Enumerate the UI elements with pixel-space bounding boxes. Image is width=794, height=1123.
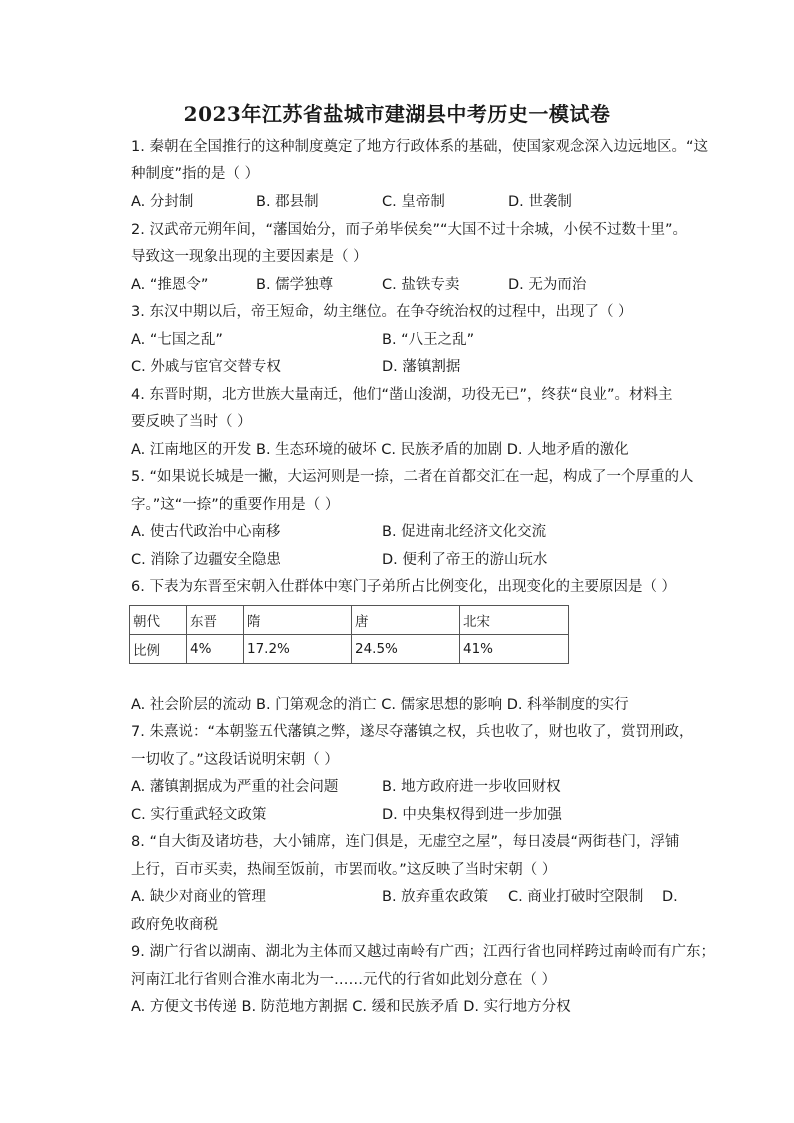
q8-stem-line1: 8. “自大街及诸坊巷，大小铺席，连门俱是，无虚空之屋”，每日凌晨“两街巷门，浮铺 [131, 834, 680, 850]
q9-options-line[interactable]: A. 方便文书传递 B. 防范地方割据 C. 缓和民族矛盾 D. 实行地方分权 [131, 999, 571, 1015]
q6-options-line[interactable]: A. 社会阶层的流动 B. 门第观念的消亡 C. 儒家思想的影响 D. 科举制度的实行 [131, 697, 629, 713]
q8-option-b[interactable]: B. 放弃重农政策 [382, 889, 489, 905]
table-header-cell: 东晋 [187, 606, 244, 635]
q1-option-a[interactable]: A. 分封制 [131, 194, 194, 210]
q2-option-b[interactable]: B. 儒学独尊 [256, 277, 334, 293]
q6-stem-line1: 6. 下表为东晋至宋朝入仕群体中寒门子弟所占比例变化，出现变化的主要原因是（ ） [131, 579, 677, 595]
table-row [130, 635, 569, 664]
q5-stem-line2: 字。”这“一捺”的重要作用是（ ） [131, 497, 340, 513]
q7-option-d[interactable]: D. 中央集权得到进一步加强 [382, 807, 562, 823]
q4-stem-line1: 4. 东晋时期，北方世族大量南迁，他们“凿山浚湖，功役无已”，终获“良业”。材料主 [131, 387, 673, 403]
q2-option-a[interactable]: A. “推恩令” [131, 277, 209, 293]
q7-stem-line1: 7. 朱熹说：“本朝鉴五代藩镇之弊，遂尽夺藩镇之权，兵也收了，财也收了，赏罚刑政， [131, 724, 694, 740]
q9-stem-line2: 河南江北行省则合淮水南北为一……元代的行省如此划分意在（ ） [131, 972, 557, 988]
q3-option-d[interactable]: D. 藩镇割据 [382, 359, 461, 375]
q2-option-d[interactable]: D. 无为而治 [508, 277, 587, 293]
table-cell: 17.2% [244, 635, 352, 664]
table-header-cell: 唐 [352, 606, 460, 635]
table-header-cell: 隋 [244, 606, 352, 635]
q4-stem-line2: 要反映了当时（ ） [131, 414, 252, 430]
page-title: 2023年江苏省盐城市建湖县中考历史一模试卷 [183, 102, 611, 126]
q4-options-line[interactable]: A. 江南地区的开发 B. 生态环境的破坏 C. 民族矛盾的加剧 D. 人地矛盾的激化 [131, 442, 629, 458]
table-header-cell: 朝代 [130, 606, 187, 635]
q7-option-a[interactable]: A. 藩镇割据成为严重的社会问题 [131, 779, 339, 795]
q3-option-b[interactable]: B. “八王之乱” [382, 332, 475, 348]
q3-stem-line1: 3. 东汉中期以后，帝王短命，幼主继位。在争夺统治权的过程中，出现了（ ） [131, 304, 633, 320]
q9-stem-line1: 9. 湖广行省以湖南、湖北为主体而又越过南岭有广西；江西行省也同样跨过南岭而有广东； [131, 944, 715, 960]
table-row [130, 606, 569, 635]
ratio-table [129, 605, 569, 664]
q2-stem-line1: 2. 汉武帝元朔年间，“藩国始分，而子弟毕侯矣”“大国不过十余城，小侯不过数十里”。 [131, 222, 687, 238]
q5-option-c[interactable]: C. 消除了边疆安全隐患 [131, 552, 281, 568]
q2-stem-line2: 导致这一现象出现的主要因素是（ ） [131, 249, 368, 265]
q1-stem-line2: 种制度”指的是（ ） [131, 166, 260, 182]
q1-stem-line1: 1. 秦朝在全国推行的这种制度奠定了地方行政体系的基础，使国家观念深入边远地区。“这 [131, 139, 708, 155]
table-cell: 41% [460, 635, 569, 664]
q1-option-d[interactable]: D. 世袭制 [508, 194, 572, 210]
q8-stem-line2: 上行，百市买卖，热闹至饭前，市罢而收。”这反映了当时宋朝（ ） [131, 862, 557, 878]
q7-option-c[interactable]: C. 实行重武轻文政策 [131, 807, 267, 823]
q5-option-b[interactable]: B. 促进南北经济文化交流 [382, 524, 547, 540]
q1-option-c[interactable]: C. 皇帝制 [382, 194, 445, 210]
q3-option-c[interactable]: C. 外戚与宦官交替专权 [131, 359, 281, 375]
q5-stem-line1: 5. “如果说长城是一撇，大运河则是一捺，二者在首都交汇在一起，构成了一个厚重的人 [131, 469, 694, 485]
table-cell: 24.5% [352, 635, 460, 664]
q7-stem-line2: 一切收了。”这段话说明宋朝（ ） [131, 752, 339, 768]
q2-option-c[interactable]: C. 盐铁专卖 [382, 277, 460, 293]
q1-option-b[interactable]: B. 郡县制 [256, 194, 319, 210]
table-header-cell: 北宋 [460, 606, 569, 635]
table-cell: 4% [187, 635, 244, 664]
q8-option-d-text[interactable]: 政府免收商税 [131, 917, 218, 933]
q5-option-a[interactable]: A. 使古代政治中心南移 [131, 524, 281, 540]
q8-option-a[interactable]: A. 缺少对商业的管理 [131, 889, 266, 905]
q5-option-d[interactable]: D. 便利了帝王的游山玩水 [382, 552, 548, 568]
q8-option-c[interactable]: C. 商业打破时空限制 [508, 889, 644, 905]
q7-option-b[interactable]: B. 地方政府进一步收回财权 [382, 779, 561, 795]
q3-option-a[interactable]: A. “七国之乱” [131, 332, 223, 348]
q8-option-d[interactable]: D. [662, 889, 678, 905]
table-cell: 比例 [130, 635, 187, 664]
